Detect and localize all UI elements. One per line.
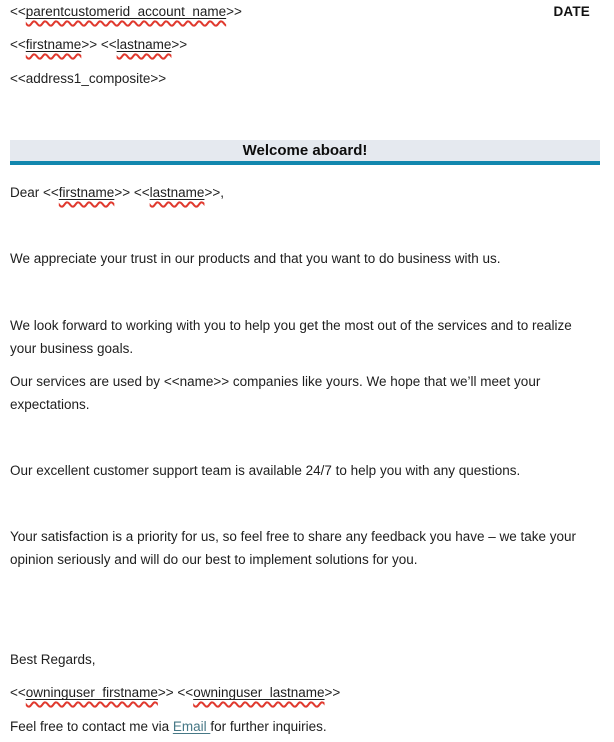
merge-field-lastname-label: lastname: [149, 185, 205, 200]
merge-field-close-bracket: >>: [226, 4, 242, 19]
contact-line: [10, 715, 600, 738]
signature-name-line: [10, 681, 600, 704]
greeting-line: [10, 181, 600, 204]
merge-field-close-bracket: >>: [157, 685, 174, 700]
merge-field-owner-lastname-label: owninguser_lastname: [193, 685, 325, 700]
paragraph-look-forward: We look forward to working with you to help you get the most out of the services and to realize your business goals.: [10, 318, 572, 356]
services-text-before: Our services are used by: [10, 374, 164, 389]
merge-field-open-bracket: <<: [10, 71, 26, 86]
merge-field-address: [10, 71, 166, 86]
merge-field-firstname: [43, 185, 130, 200]
email-link[interactable]: Email: [172, 719, 211, 734]
recipient-name-line: [10, 33, 600, 56]
merge-field-open-bracket: <<: [10, 685, 26, 700]
merge-field-address-label: address1_composite: [25, 71, 151, 86]
banner-title: Welcome aboard!: [242, 142, 368, 159]
merge-field-open-bracket: <<: [43, 185, 59, 200]
merge-field-company-name-label: name: [179, 374, 214, 389]
merge-field-account-name-label: parentcustomerid_account_name: [25, 4, 227, 19]
merge-field-firstname: [10, 37, 97, 52]
greeting-prefix: Dear: [10, 185, 44, 200]
closing-line: Best Regards,: [10, 652, 96, 667]
paragraph-satisfaction: Your satisfaction is a priority for us, so feel free to share any feedback you have – we take your opinion seriously and will do our best to implement solutions for you.: [10, 529, 577, 567]
contact-text-after: for further inquiries.: [210, 719, 327, 734]
merge-field-close-bracket: >>: [171, 37, 188, 52]
merge-field-company-name: [164, 374, 229, 389]
merge-field-account-name: [10, 0, 242, 23]
merge-field-firstname-label: firstname: [58, 185, 115, 200]
merge-field-owner-lastname: [177, 685, 340, 700]
greeting-suffix: ,: [220, 185, 224, 200]
paragraph-services: [10, 370, 600, 416]
merge-field-close-bracket: >>: [324, 685, 341, 700]
merge-field-close-bracket: >>: [114, 185, 131, 200]
merge-field-open-bracket: <<: [133, 185, 150, 200]
merge-field-owner-firstname: [10, 685, 174, 700]
merge-field-open-bracket: <<: [177, 685, 194, 700]
merge-field-open-bracket: <<: [100, 37, 117, 52]
paragraph-appreciate: We appreciate your trust in our products and that you want to do business with us.: [10, 251, 501, 266]
merge-field-lastname: [101, 37, 187, 52]
merge-field-close-bracket: >>: [204, 185, 221, 200]
date-placeholder: DATE: [553, 4, 590, 19]
merge-field-close-bracket: >>: [213, 374, 230, 389]
paragraph-support: Our excellent customer support team is available 24/7 to help you with any questions.: [10, 463, 521, 478]
welcome-banner: [10, 140, 600, 165]
merge-field-close-bracket: >>: [150, 71, 167, 86]
merge-field-open-bracket: <<: [163, 374, 180, 389]
merge-field-firstname-label: firstname: [25, 37, 82, 52]
merge-field-open-bracket: <<: [10, 37, 26, 52]
services-text-after: companies like yours. We hope that we’ll meet your expectations.: [10, 374, 541, 412]
merge-field-owner-firstname-label: owninguser_firstname: [25, 685, 158, 700]
recipient-address-line: [10, 67, 600, 90]
merge-field-lastname: [134, 185, 220, 200]
merge-field-lastname-label: lastname: [116, 37, 172, 52]
merge-field-open-bracket: <<: [10, 4, 26, 19]
merge-field-close-bracket: >>: [81, 37, 98, 52]
contact-text-before: Feel free to contact me via: [10, 719, 173, 734]
letterhead-row: [10, 0, 600, 23]
